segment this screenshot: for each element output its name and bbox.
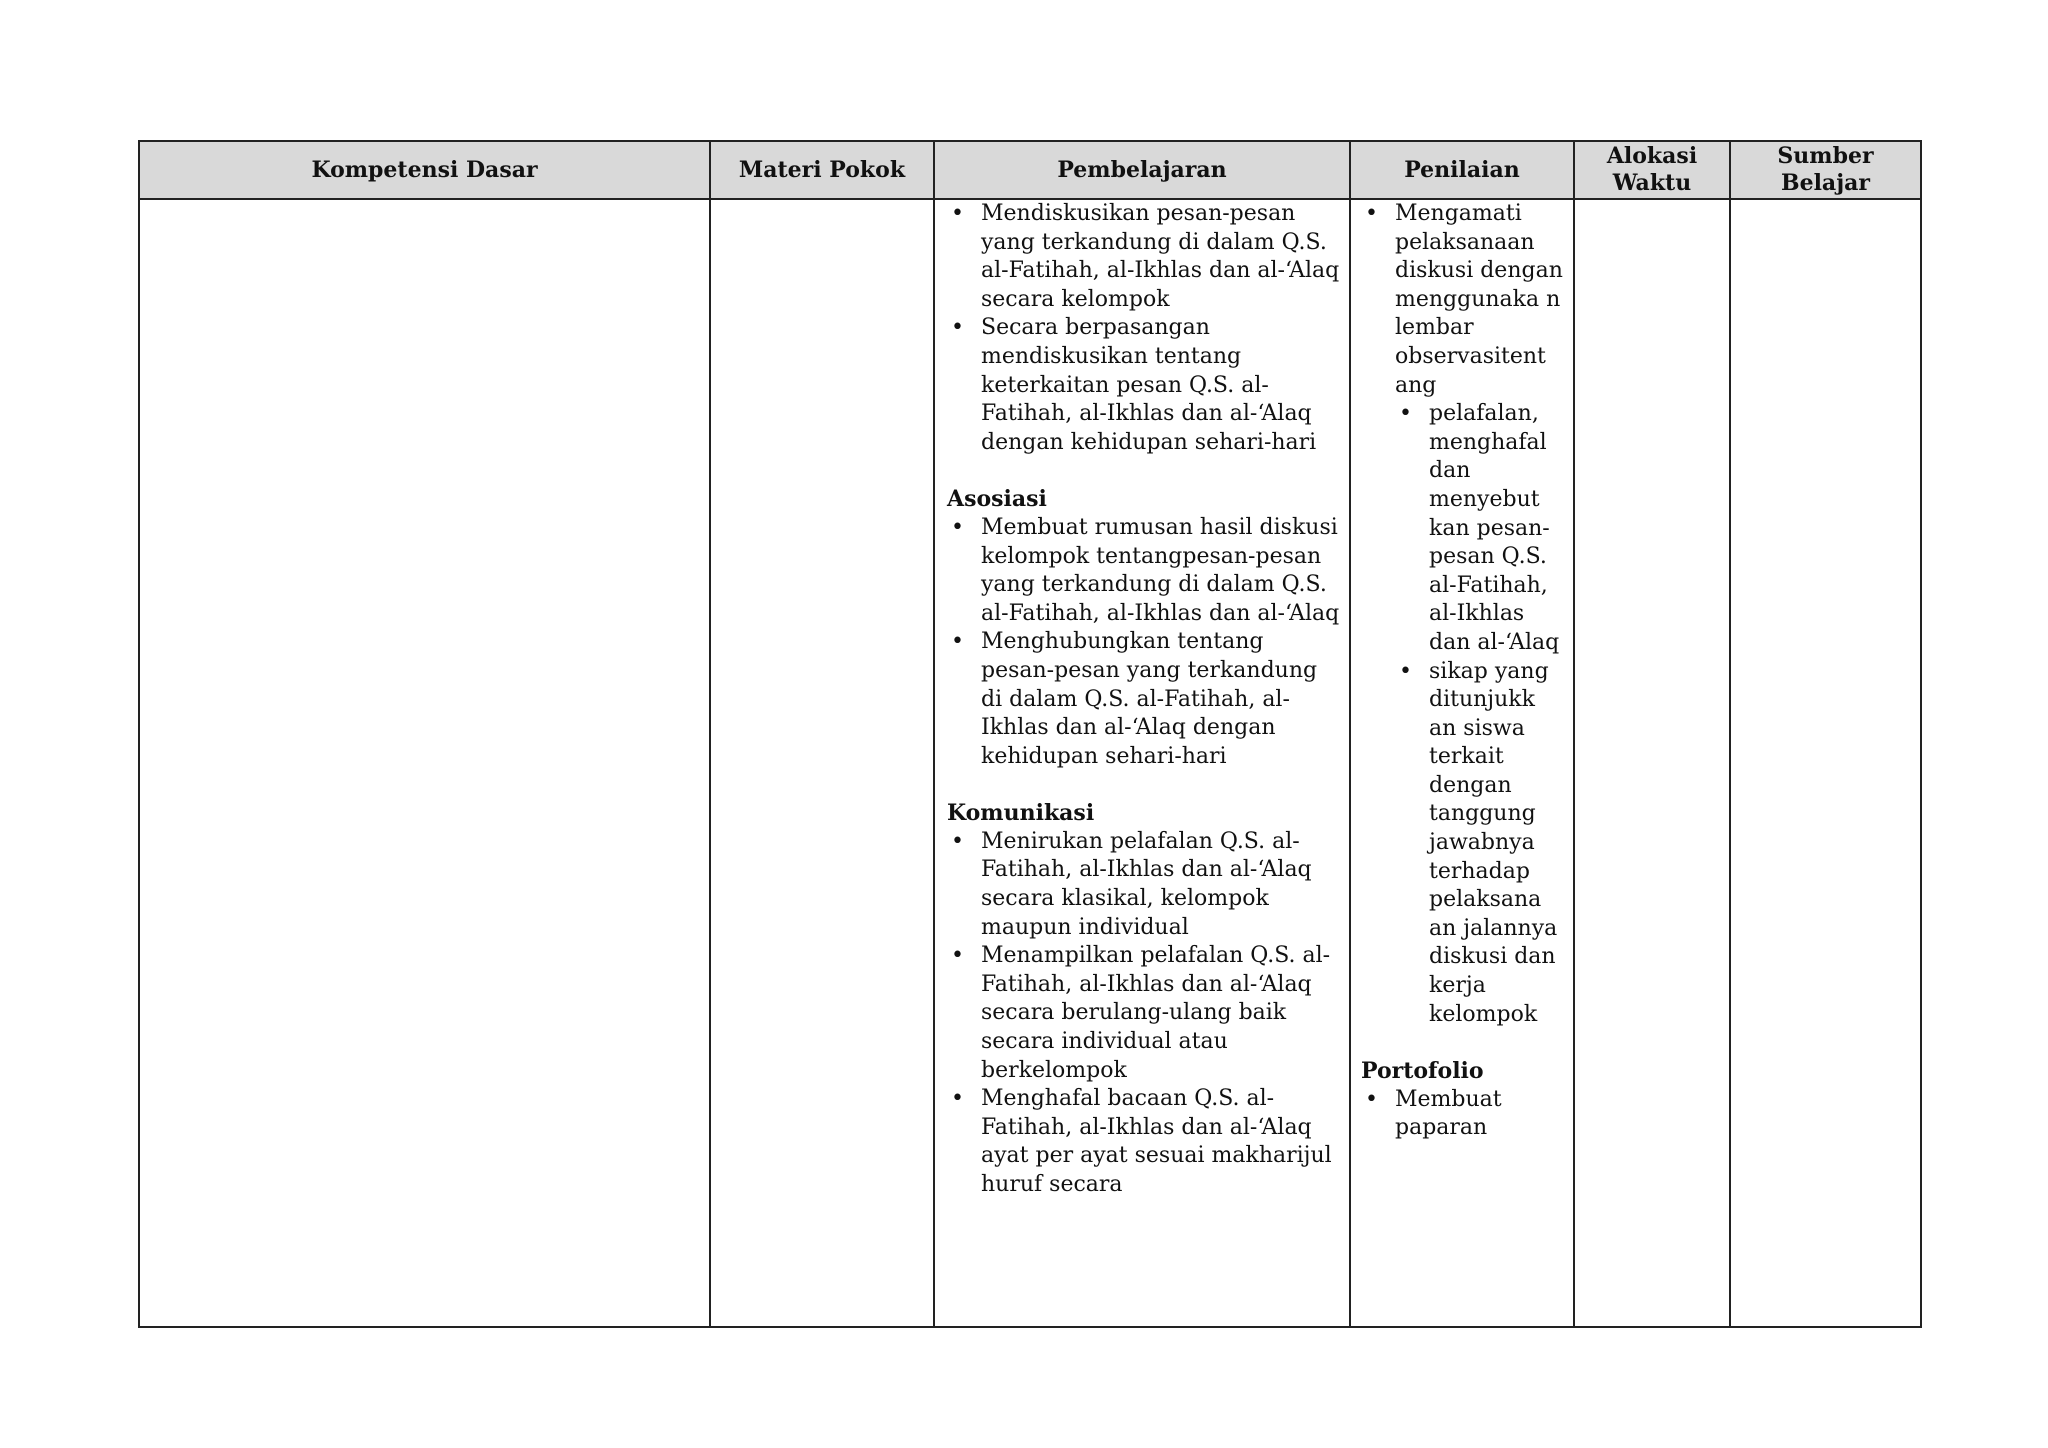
header-kompetensi-dasar: Kompetensi Dasar [139,141,710,199]
pembelajaran-intro-list [947,200,1341,457]
portofolio-list [1361,1086,1569,1143]
asosiasi-list [947,514,1341,771]
list-item: • Menirukan pelafalan Q.S. al-Fatihah, al-Ikhlas dan al-‘Alaq secara klasikal, kelompok maupun individual [947,828,1341,942]
cell-sumber-belajar [1730,199,1921,1327]
content-row [139,199,1921,1327]
cell-alokasi-waktu [1574,199,1730,1327]
komunikasi-heading: Komunikasi [947,800,1095,827]
header-materi-pokok: Materi Pokok [710,141,934,199]
portofolio-heading: Portofolio [1361,1058,1484,1085]
syllabus-table [138,140,1922,1328]
komunikasi-list [947,828,1341,1200]
asosiasi-heading: Asosiasi [947,486,1047,513]
list-item: • Menghafal bacaan Q.S. al-Fatihah, al-Ikhlas dan al-‘Alaq ayat per ayat sesuai makharijul huruf secara [947,1085,1341,1199]
header-row [139,141,1921,199]
list-item [1361,200,1569,1029]
penilaian-sub-list [1395,400,1569,1029]
list-item: • Membuat rumusan hasil diskusi kelompok tentangpesan-pesan yang terkandung di dalam Q.S. al-Fatihah, al-Ikhlas dan al-‘Alaq [947,514,1341,628]
header-alokasi-waktu: Alokasi Waktu [1574,141,1730,199]
header-sumber-belajar: Sumber Belajar [1730,141,1921,199]
list-item: • Mendiskusikan pesan-pesan yang terkandung di dalam Q.S. al-Fatihah, al-Ikhlas dan al-‘Alaq secara kelompok [947,200,1341,314]
cell-materi-pokok [710,199,934,1327]
list-item: • Menampilkan pelafalan Q.S. al-Fatihah, al-Ikhlas dan al-‘Alaq secara berulang-ulang baik secara individual atau berkelompok [947,942,1341,1085]
penilaian-main-item: Mengamati pelaksanaan diskusi dengan menggunaka n lembar observasitent ang [1395,201,1563,398]
cell-penilaian [1350,199,1574,1327]
cell-pembelajaran [934,199,1350,1327]
list-item: • pelafalan, menghafal dan menyebut kan pesan-pesan Q.S. al-Fatihah, al-Ikhlas dan al-‘Alaq [1395,400,1569,657]
cell-kompetensi-dasar [139,199,710,1327]
penilaian-list [1361,200,1569,1029]
list-item: • Secara berpasangan mendiskusikan tentang keterkaitan pesan Q.S. al-Fatihah, al-Ikhlas dan al-‘Alaq dengan kehidupan sehari-hari [947,314,1341,457]
list-item: • sikap yang ditunjukk an siswa terkait dengan tanggung jawabnya terhadap pelaksana an jalannya diskusi dan kerja kelompok [1395,658,1569,1030]
header-penilaian: Penilaian [1350,141,1574,199]
header-pembelajaran: Pembelajaran [934,141,1350,199]
list-item: • Menghubungkan tentang pesan-pesan yang terkandung di dalam Q.S. al-Fatihah, al-Ikhlas dan al-‘Alaq dengan kehidupan sehari-hari [947,628,1341,771]
list-item: • Membuat paparan [1361,1086,1569,1143]
